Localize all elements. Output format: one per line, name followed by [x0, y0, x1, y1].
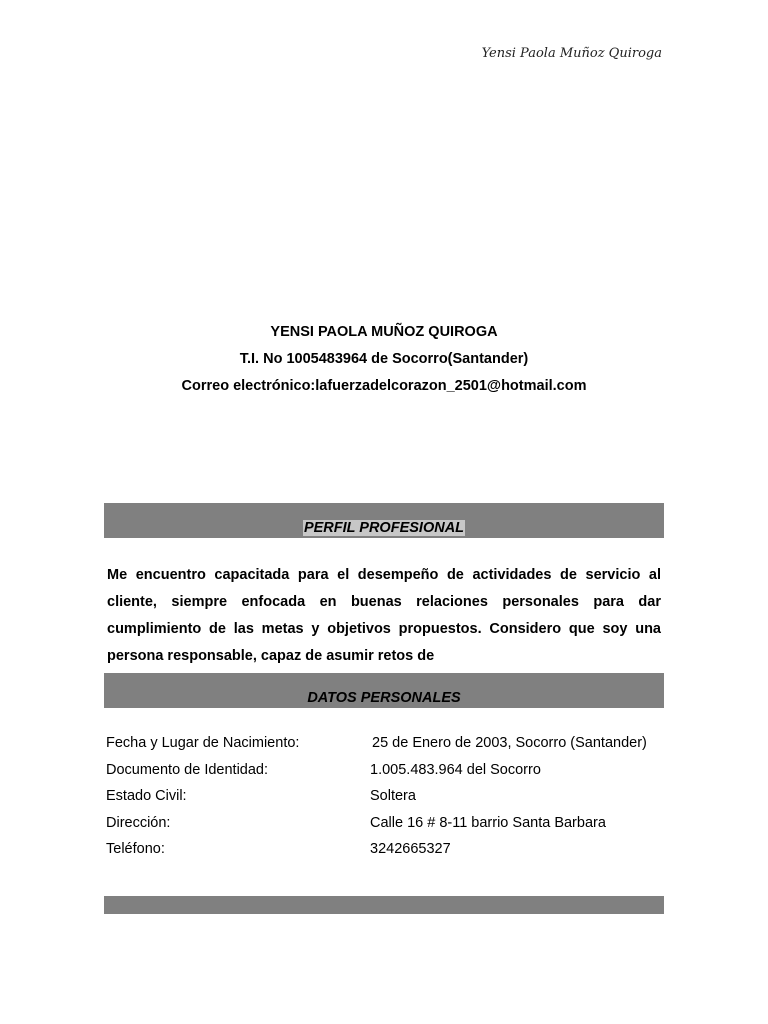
data-row-id [106, 760, 666, 787]
profile-line: persona responsable, capaz de asumir retos de [107, 648, 435, 664]
data-label: Teléfono: [106, 841, 165, 857]
profile-paragraph [107, 562, 661, 670]
section-band-datos [104, 673, 664, 708]
section-band-perfil [104, 503, 664, 538]
data-row-birth [106, 733, 666, 760]
section-band-empty [104, 896, 664, 914]
profile-line: Me encuentro capacitada para el desempeño de actividades de servicio al [107, 567, 661, 583]
profile-line: cliente, siempre enfocada en buenas relaciones personales para dar [107, 594, 661, 610]
personal-data-table [106, 733, 666, 866]
data-value: Soltera [370, 788, 416, 804]
section-title-datos-text: DATOS PERSONALES [307, 690, 461, 706]
profile-line: cumplimiento de las metas y objetivos propuestos. Considero que soy una [107, 621, 661, 637]
id-document-line: T.I. No 1005483964 de Socorro(Santander) [239, 351, 529, 367]
data-value: Calle 16 # 8-11 barrio Santa Barbara [370, 814, 606, 831]
data-label: Estado Civil: [106, 788, 187, 804]
full-name: YENSI PAOLA MUÑOZ QUIROGA [270, 324, 498, 340]
data-label: Documento de Identidad: [106, 761, 269, 778]
section-title-perfil-text: PERFIL PROFESIONAL [303, 520, 465, 536]
section-title-perfil [104, 519, 664, 537]
data-value: 25 de Enero de 2003, Socorro (Santander) [372, 735, 647, 751]
page-header-author: Yensi Paola Muñoz Quiroga [481, 46, 662, 61]
data-label: Dirección: [106, 814, 171, 831]
data-label: Fecha y Lugar de Nacimiento: [106, 735, 300, 751]
data-value: 3242665327 [370, 841, 451, 857]
data-row-phone [106, 839, 666, 866]
data-value: 1.005.483.964 del Socorro [370, 761, 541, 778]
identity-block [0, 322, 768, 403]
data-row-civil-status [106, 786, 666, 813]
data-row-address [106, 813, 666, 840]
email-line: Correo electrónico:lafuerzadelcorazon_2501@hotmail.com [181, 378, 587, 394]
section-title-datos [104, 689, 664, 707]
